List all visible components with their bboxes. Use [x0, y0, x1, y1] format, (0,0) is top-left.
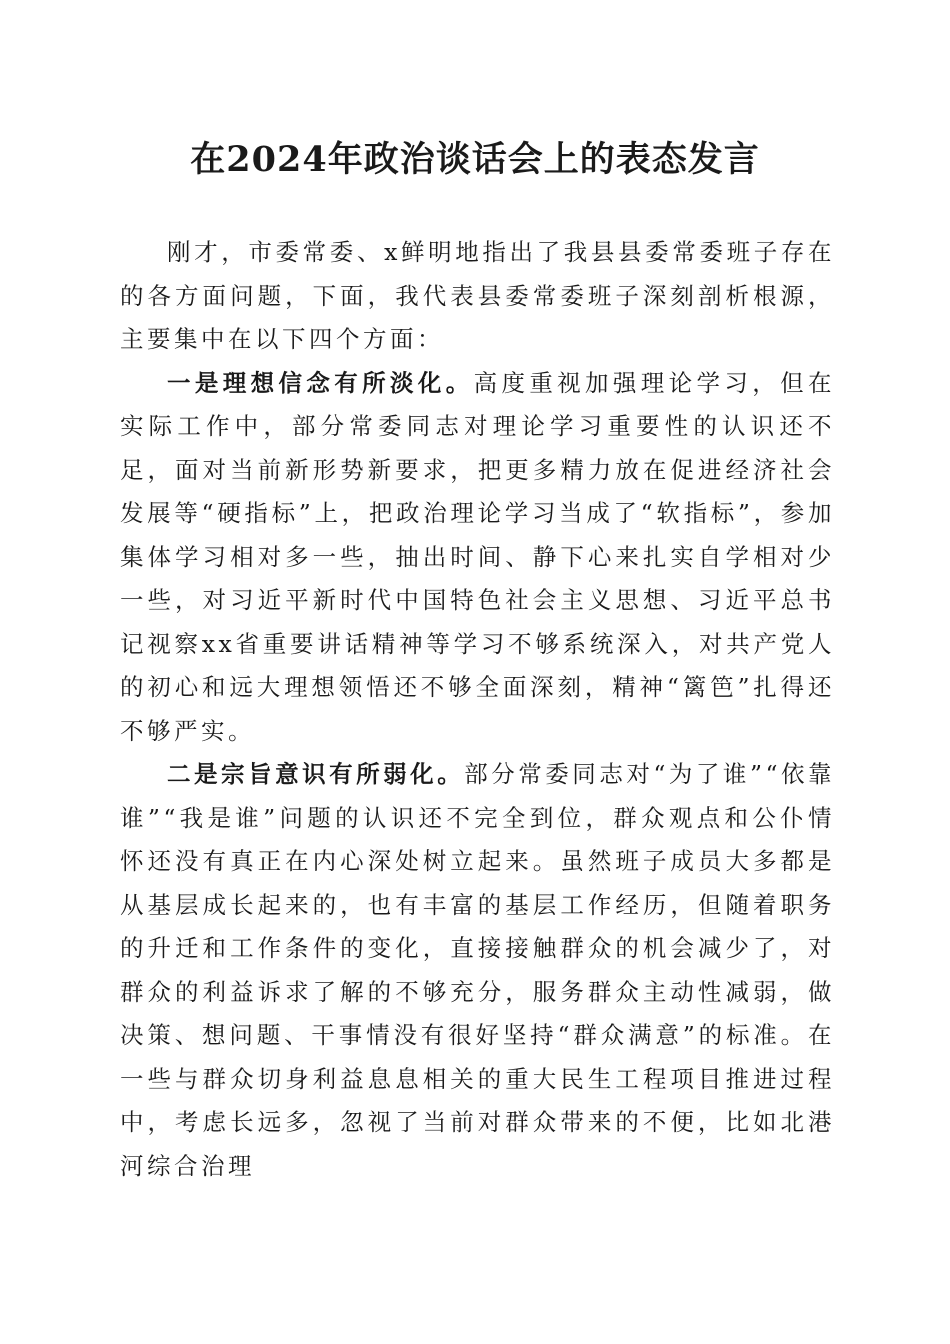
- paragraph-point-one: [120, 362, 835, 754]
- paragraph-text: 部分常委同志对“为了谁”“依靠谁”“我是谁”问题的认识还不完全到位，群众观点和公仆情怀还没有真正在内心深处树立起来。虽然班子成员大多都是从基层成长起来的，也有丰富的基层工作经历，但随着职务的升迁和工作条件的变化，直接接触群众的机会减少了，对群众的利益诉求了解的不够充分，服务群众主动性减弱，做决策、想问题、干事情没有很好坚持“群众满意”的标准。在一些与群众切身利益息息相关的重大民生工程项目推进过程中，考虑长远多，忽视了当前对群众带来的不便，比如北港河综合治理: [120, 760, 836, 1180]
- paragraph-lead: 二是宗旨意识有所弱化。: [167, 760, 465, 788]
- paragraph-text: 高度重视加强理论学习，但在实际工作中，部分常委同志对理论学习重要性的认识还不足，面对当前新形势新要求，把更多精力放在促进经济社会发展等“硬指标”上，把政治理论学习当成了“软指标”，参加集体学习相对多一些，抽出时间、静下心来扎实自学相对少一些，对习近平新时代中国特色社会主义思想、习近平总书记视察xx省重要讲话精神等学习不够系统深入，对共产党人的初心和远大理想领悟还不够全面深刻，精神“篱笆”扎得还不够严实。: [120, 368, 836, 745]
- document-body: [120, 231, 835, 1188]
- paragraph-text: 刚才，市委常委、x鲜明地指出了我县县委常委班子存在的各方面问题，下面，我代表县委常委班子深刻剖析根源，主要集中在以下四个方面：: [120, 238, 835, 353]
- paragraph-point-two: [120, 753, 835, 1188]
- document-title: 在2024年政治谈话会上的表态发言: [190, 139, 760, 180]
- paragraph-intro: [120, 231, 835, 362]
- paragraph-lead: 一是理想信念有所淡化。: [167, 368, 474, 397]
